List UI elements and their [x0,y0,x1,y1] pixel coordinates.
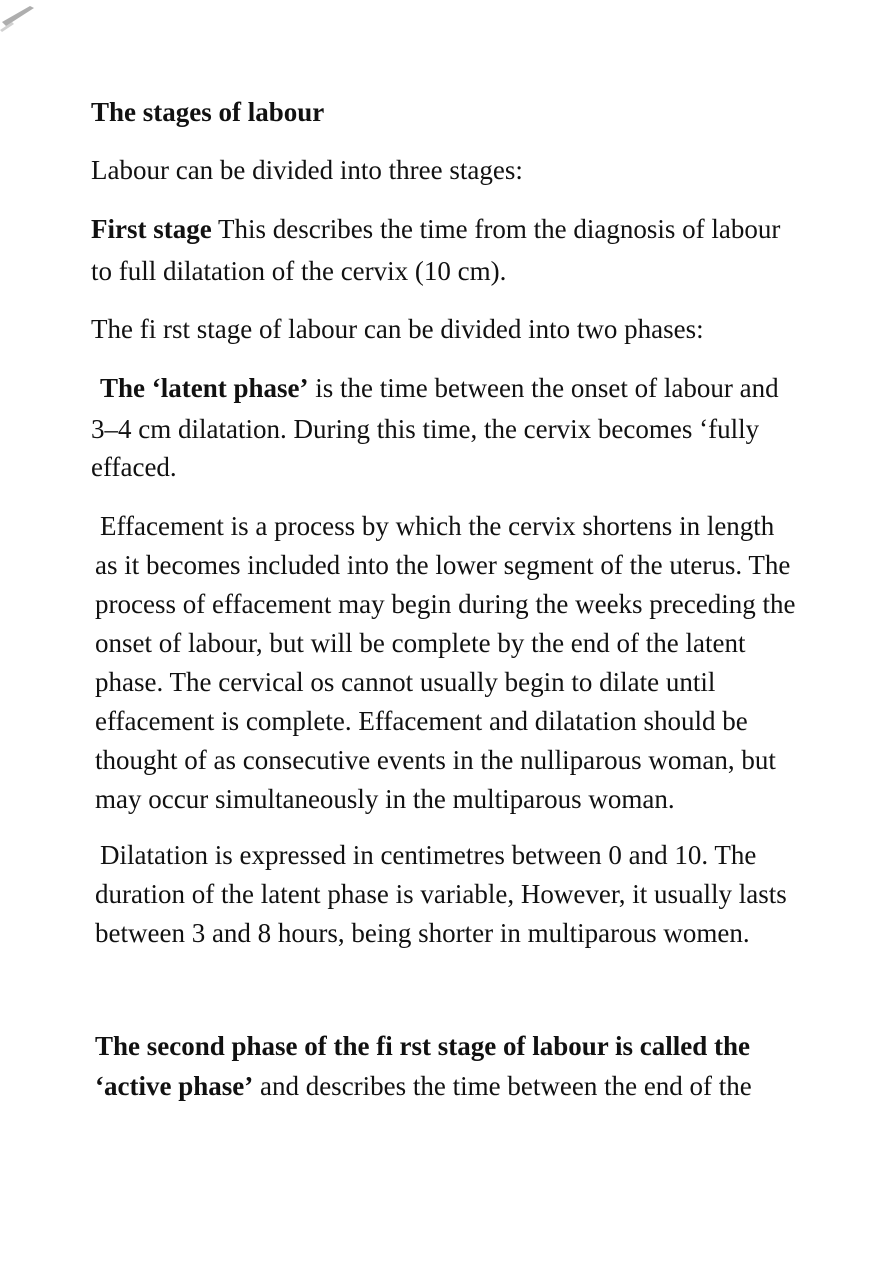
effacement-line: process of effacement may begin during the weeks preceding the [95,589,796,619]
latent-phase-line-3: effaced. [91,452,177,482]
effacement-line: phase. The cervical os cannot usually begin to dilate until [95,667,716,697]
effacement-line: thought of as consecutive events in the nulliparous woman, but [95,745,776,775]
latent-phase-line-1 [100,372,779,404]
first-stage-text: This describes the time from the diagnosis of labour [211,214,781,244]
effacement-line: effacement is complete. Effacement and dilatation should be [95,706,748,736]
section-heading: The stages of labour [91,97,325,127]
phases-intro-text: The fi rst stage of labour can be divided into two phases: [91,314,704,344]
first-stage-line-1 [91,213,780,245]
active-phase-label: ‘active phase’ [95,1071,254,1101]
effacement-line: may occur simultaneously in the multiparous woman. [95,784,675,814]
latent-phase-text: is the time between the onset of labour and [308,373,779,403]
dilatation-line: duration of the latent phase is variable, However, it usually lasts [95,879,787,909]
latent-phase-line-2: 3–4 cm dilatation. During this time, the cervix becomes ‘fully [91,414,760,444]
active-phase-line-2 [95,1070,752,1102]
intro-text: Labour can be divided into three stages: [91,155,523,185]
first-stage-label: First stage [91,214,212,244]
effacement-line: as it becomes included into the lower segment of the uterus. The [95,550,791,580]
active-phase-text: and describes the time between the end of the [253,1071,752,1101]
active-phase-heading: The second phase of the fi rst stage of labour is called the [95,1031,750,1061]
effacement-line: Effacement is a process by which the cervix shortens in length [100,511,775,541]
active-phase-line-1 [95,1030,750,1062]
dilatation-line: between 3 and 8 hours, being shorter in multiparous women. [95,918,750,948]
first-stage-line-2: to full dilatation of the cervix (10 cm). [91,256,507,286]
effacement-line: onset of labour, but will be complete by the end of the latent [95,628,746,658]
latent-phase-label: The ‘latent phase’ [100,373,309,403]
dilatation-line: Dilatation is expressed in centimetres between 0 and 10. The [100,840,757,870]
